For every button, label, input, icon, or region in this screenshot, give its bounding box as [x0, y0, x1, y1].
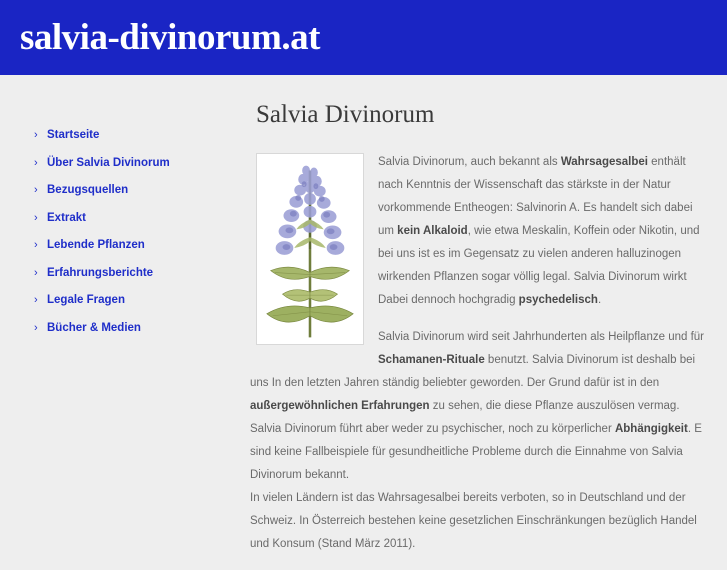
emphasis-text: kein Alkaloid — [397, 224, 468, 237]
emphasis-text: Abhängigkeit — [614, 422, 688, 435]
sidebar-item-6[interactable] — [0, 295, 250, 307]
paragraph-1: Salvia Divinorum, auch bekannt als Wahrsagesalbei enthält nach Kenntnis der Wissenschaft das stärkste in der Natur vorkommende Entheogen: Salvinorin A. Es handelt sich dabei um kein Alkaloid, wie etwa Meskalin, Koffein oder Nikotin, und bei uns ist es im Gegensatz zu vielen anderen halluzinogen wirkenden Pflanzen sogar völlig legal. Salvia Divinorum wirkt Dabei dennoch hochgradig psychedelisch. — [378, 155, 700, 306]
chevron-right-icon: › — [34, 321, 38, 334]
chevron-right-icon: › — [34, 211, 38, 224]
page-title: Salvia Divinorum — [256, 101, 435, 128]
sidebar-item-label: Startseite — [47, 129, 100, 141]
emphasis-text: psychedelisch — [518, 293, 598, 306]
salvia-plant-illustration — [256, 153, 364, 345]
sidebar-item-0[interactable] — [0, 130, 250, 142]
emphasis-text: Wahrsagesalbei — [560, 155, 648, 168]
sidebar-item-label: Legale Fragen — [47, 294, 125, 306]
article-body — [250, 151, 705, 570]
paragraph-2: Salvia Divinorum wird seit Jahrhunderten als Heilpflanze und für Schamanen-Rituale benutzt. Salvia Divinorum ist deshalb bei uns In den letzten Jahren ständig beliebter geworden. Der Grund dafür ist in den außergewöhnlichen Erfahrungen zu sehen, die diese Pflanze auszulösen vermag. Salvia Divinorum führt aber weder zu psychischer, noch zu körperlicher Abhängigkeit. E sind keine Fallbeispiele für gesundheitliche Probleme durch die Einnahme von Salvia Divinorum bekannt. In vielen Ländern ist das Wahrsagesalbei bereits verboten, so in Deutschland und der Schweiz. In Österreich bestehen keine gesetzlichen Einschränkungen bezüglich Handel und Konsum (Stand März 2011). — [250, 330, 704, 550]
chevron-right-icon: › — [34, 266, 38, 279]
chevron-right-icon: › — [34, 294, 38, 306]
sidebar-item-5[interactable] — [0, 268, 250, 280]
sidebar-item-2[interactable] — [0, 185, 250, 197]
main-content — [250, 75, 727, 570]
emphasis-text: außergewöhnlichen Erfahrungen — [250, 399, 430, 412]
sidebar-item-label: Über Salvia Divinorum — [47, 156, 170, 169]
site-header — [0, 0, 727, 75]
emphasis-text: Schamanen-Rituale — [378, 353, 485, 366]
sidebar-item-1[interactable] — [0, 158, 250, 170]
sidebar-item-4[interactable] — [0, 240, 250, 252]
site-title: salvia-divinorum.at — [20, 17, 320, 58]
chevron-right-icon: › — [34, 184, 38, 196]
sidebar-item-7[interactable] — [0, 323, 250, 335]
sidebar-item-label: Bezugsquellen — [47, 184, 129, 196]
plant-drawing-svg — [257, 154, 363, 344]
sidebar-item-3[interactable] — [0, 213, 250, 225]
sidebar-navigation — [0, 75, 250, 350]
chevron-right-icon: › — [34, 129, 38, 141]
chevron-right-icon: › — [34, 239, 38, 251]
sidebar-item-label: Extrakt — [47, 211, 86, 224]
sidebar-item-label: Lebende Pflanzen — [47, 239, 145, 251]
page-body — [0, 75, 727, 570]
sidebar-item-label: Erfahrungsberichte — [47, 266, 154, 279]
sidebar-item-label: Bücher & Medien — [47, 321, 141, 334]
chevron-right-icon: › — [34, 156, 38, 169]
sidebar-nav-list — [0, 130, 250, 334]
